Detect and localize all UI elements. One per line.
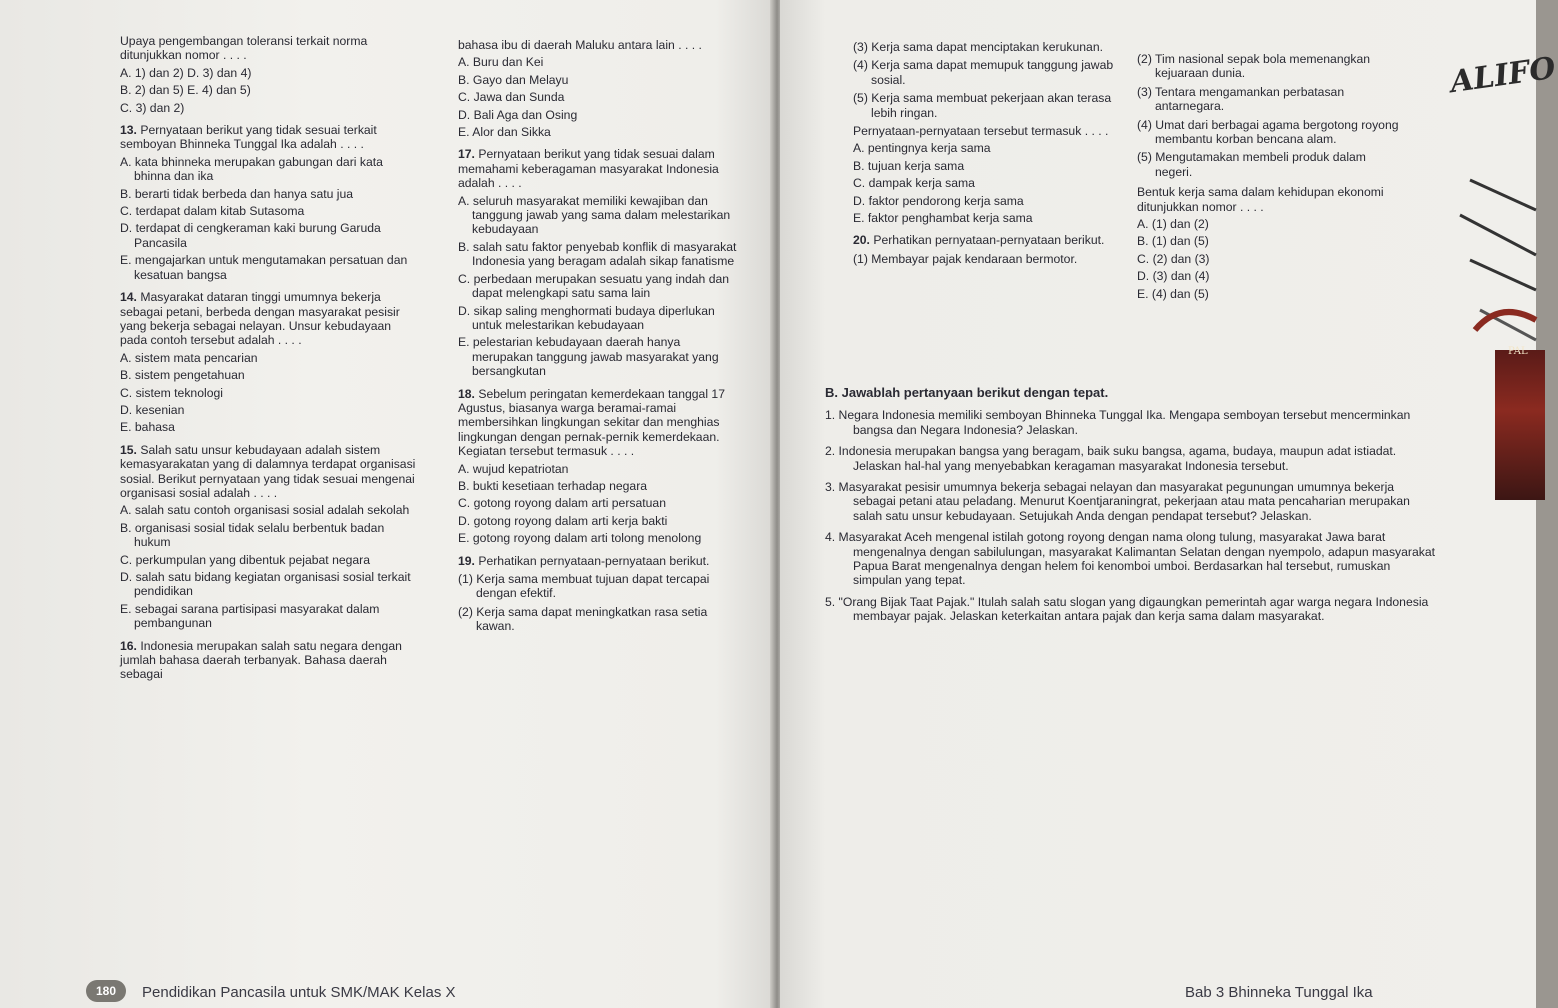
left-page	[0, 0, 778, 1008]
statement-item: (3) Kerja sama dapat menciptakan kerukunan.	[853, 40, 1103, 54]
answer-option: A. sistem mata pencarian	[120, 350, 258, 365]
question-number: 18.	[458, 386, 475, 401]
statement-item: (4) Kerja sama dapat memupuk tanggung jawab sosial.	[853, 58, 1114, 87]
answer-option: B. bukti kesetiaan terhadap negara	[458, 478, 648, 493]
question-12-tail	[120, 34, 420, 115]
answer-option: B. organisasi sosial tidak selalu berbentuk badan hukum	[120, 520, 385, 550]
question-stem: Bentuk kerja sama dalam kehidupan ekonomi ditunjukkan nomor . . . .	[1137, 185, 1384, 214]
question-stem	[458, 554, 738, 568]
question-13	[120, 123, 420, 282]
question-text: Masyarakat dataran tinggi umumnya bekerja sebagai petani, berbeda dengan masyarakat pesisir yang bekerja sebagai nelayan. Unsur kebudayaan pada contoh tersebut adalah . . . .	[120, 290, 400, 348]
question-16	[120, 639, 420, 682]
answer-option: E. pelestarian kebudayaan daerah hanya merupakan tanggung jawab masyarakat yang bersangkutan	[458, 335, 719, 379]
question-stem	[853, 233, 1115, 247]
question-number: 14.	[120, 290, 137, 305]
answer-option: C. 3) dan 2)	[120, 100, 185, 115]
question-number: 20.	[853, 233, 870, 248]
answer-option: A. Buru dan Kei	[458, 55, 544, 70]
question-stem	[120, 639, 420, 682]
answer-option: C. dampak kerja sama	[853, 176, 975, 191]
statement-item: (2) Kerja sama dapat meningkatkan rasa setia kawan.	[458, 604, 708, 634]
answer-option: C. gotong royong dalam arti persatuan	[458, 496, 666, 511]
essay-question: 1. Negara Indonesia memiliki semboyan Bhinneka Tunggal Ika. Mengapa semboyan tersebut mencerminkan bangsa dan Negara Indonesia? Jelaskan.	[825, 408, 1411, 437]
footer-text: Pendidikan Pancasila untuk SMK/MAK Kelas X	[142, 984, 456, 1001]
answer-option: C. sistem teknologi	[120, 385, 223, 400]
essay-question: 5. "Orang Bijak Taat Pajak." Itulah salah satu slogan yang digaungkan pemerintah agar warga negara Indonesia membayar pajak. Jelaskan keterkaitan antara pajak dan kerja sama dalam masyarakat.	[825, 594, 1429, 624]
right-column-1	[853, 40, 1115, 269]
question-stem	[458, 147, 738, 190]
essay-question: 2. Indonesia merupakan bangsa yang beragam, baik suku bangsa, agama, budaya, maupun adat istiadat. Jelaskan hal-hal yang menyebabkan keragaman masyarakat Indonesia tersebut.	[825, 444, 1397, 473]
answer-option: E. gotong royong dalam arti tolong menolong	[458, 531, 702, 546]
question-stem: Pernyataan-pernyataan tersebut termasuk . . . .	[853, 124, 1109, 139]
question-number: 17.	[458, 147, 475, 162]
question-stem: Upaya pengembangan toleransi terkait norma ditunjukkan nomor . . . .	[120, 34, 368, 63]
answer-option: B. tujuan kerja sama	[853, 158, 965, 173]
question-18	[458, 387, 738, 546]
decoration-banner	[1495, 350, 1545, 500]
answer-option: A. 1) dan 2) D. 3) dan 4)	[120, 65, 252, 80]
answer-option: B. sistem pengetahuan	[120, 368, 245, 383]
question-text: Pernyataan berikut yang tidak sesuai dalam memahami keberagaman masyarakat Indonesia adalah . . . .	[458, 147, 719, 191]
answer-option: A. (1) dan (2)	[1137, 217, 1209, 232]
answer-option: B. 2) dan 5) E. 4) dan 5)	[120, 83, 251, 98]
answer-option: C. (2) dan (3)	[1137, 251, 1210, 266]
statement-item: (2) Tim nasional sepak bola memenangkan kejuaraan dunia.	[1137, 52, 1371, 81]
answer-option: B. Gayo dan Melayu	[458, 72, 569, 87]
statement-item: (1) Kerja sama membuat tujuan dapat tercapai dengan efektif.	[458, 572, 710, 601]
question-19-tail	[853, 40, 1115, 225]
statement-item: (4) Umat dari berbagai agama bergotong royong membantu korban bencana alam.	[1137, 117, 1399, 147]
decoration-title: ALIFO	[1448, 50, 1558, 101]
question-15	[120, 443, 420, 631]
left-column-1	[120, 34, 420, 685]
question-number: 15.	[120, 442, 137, 457]
answer-option: D. salah satu bidang kegiatan organisasi sosial terkait pendidikan	[120, 570, 411, 599]
essay-question: 4. Masyarakat Aceh mengenal istilah gotong royong dengan nama olong tulung, masyarakat Jawa barat mengenalnya dengan sabilulungan, masyarakat Kalimantan Selatan dengan nyempolo, adapun masyarakat Papua Barat mengenalnya dengan helem foi kenomboi umboi. Berdasarkan hal tersebut, rumuskan simpulan yang tepat.	[825, 530, 1436, 588]
question-text: Perhatikan pernyataan-pernyataan berikut.	[873, 233, 1105, 248]
question-text: Indonesia merupakan salah satu negara dengan jumlah bahasa daerah terbanyak. Bahasa daerah sebagai	[120, 638, 402, 682]
question-stem	[458, 387, 738, 459]
answer-option: D. Bali Aga dan Osing	[458, 107, 578, 122]
decoration-label: PAL	[1508, 346, 1528, 357]
answer-option: D. sikap saling menghormati budaya diperlukan untuk melestarikan kebudayaan	[458, 303, 715, 332]
answer-option: A. seluruh masyarakat memiliki kewajiban dan tanggung jawab yang sama dalam melestarikan kebudayaan	[458, 193, 731, 237]
right-column-2	[1137, 52, 1399, 304]
answer-option: A. kata bhinneka merupakan gabungan dari kata bhinna dan ika	[120, 154, 383, 184]
question-number: 16.	[120, 638, 137, 653]
answer-option: A. salah satu contoh organisasi sosial adalah sekolah	[120, 503, 410, 518]
answer-option: D. (3) dan (4)	[1137, 269, 1210, 284]
question-17	[458, 147, 738, 378]
question-20-tail	[1137, 52, 1399, 301]
question-20	[853, 233, 1115, 266]
section-heading: B. Jawablah pertanyaan berikut dengan tepat.	[825, 385, 1109, 400]
question-text: Pernyataan berikut yang tidak sesuai terkait semboyan Bhinneka Tunggal Ika adalah . . . .	[120, 123, 377, 152]
question-number: 19.	[458, 553, 475, 568]
question-text: Perhatikan pernyataan-pernyataan berikut.	[478, 553, 710, 568]
question-16-tail	[458, 38, 738, 139]
answer-option: B. berarti tidak berbeda dan hanya satu jua	[120, 186, 354, 201]
question-text: Salah satu unsur kebudayaan adalah sistem kemasyarakatan yang di dalamnya terdapat organisasi sosial. Berikut pernyataan yang tidak sesuai mengenai organisasi sosial adalah . . . .	[120, 442, 416, 500]
statement-item: (3) Tentara mengamankan perbatasan antarnegara.	[1137, 84, 1345, 114]
answer-option: E. mengajarkan untuk mengutamakan persatuan dan kesatuan bangsa	[120, 253, 408, 282]
answer-option: E. sebagai sarana partisipasi masyarakat dalam pembangunan	[120, 601, 380, 631]
answer-option: C. perkumpulan yang dibentuk pejabat negara	[120, 552, 371, 567]
answer-option: E. bahasa	[120, 420, 175, 435]
answer-option: C. terdapat dalam kitab Sutasoma	[120, 204, 305, 219]
answer-option: B. salah satu faktor penyebab konflik di masyarakat Indonesia yang beragam adalah sikap fanatisme	[458, 239, 737, 269]
answer-option: E. Alor dan Sikka	[458, 125, 551, 140]
question-stem: bahasa ibu di daerah Maluku antara lain . . . .	[458, 38, 702, 52]
question-stem	[120, 123, 420, 152]
answer-option: A. wujud kepatriotan	[458, 461, 569, 476]
statement-item: (5) Mengutamakan membeli produk dalam negeri.	[1137, 150, 1366, 179]
page-number-badge: 180	[86, 980, 126, 1002]
answer-option: E. (4) dan (5)	[1137, 286, 1209, 301]
footer-chapter-title: Bab 3 Bhinneka Tunggal Ika	[1185, 984, 1373, 1001]
question-number: 13.	[120, 123, 137, 138]
statement-item: (5) Kerja sama membuat pekerjaan akan terasa lebih ringan.	[853, 91, 1112, 120]
answer-option: E. faktor penghambat kerja sama	[853, 211, 1033, 226]
question-14	[120, 290, 420, 435]
answer-option: D. terdapat di cengkeraman kaki burung Garuda Pancasila	[120, 221, 381, 250]
answer-option: C. Jawa dan Sunda	[458, 90, 565, 105]
answer-option: D. gotong royong dalam arti kerja bakti	[458, 513, 668, 528]
statement-item: (1) Membayar pajak kendaraan bermotor.	[853, 251, 1078, 266]
answer-option: B. (1) dan (5)	[1137, 234, 1209, 249]
question-text: Sebelum peringatan kemerdekaan tanggal 17 Agustus, biasanya warga beramai-ramai membersihkan lingkungan sekitar dan menghias lingkungan dengan pernak-pernik kemerdekaan. Kegiatan tersebut termasuk . . . .	[458, 386, 725, 459]
question-stem	[120, 290, 420, 348]
answer-option: D. faktor pendorong kerja sama	[853, 193, 1024, 208]
answer-option: C. perbedaan merupakan sesuatu yang indah dan dapat melengkapi satu sama lain	[458, 271, 730, 301]
question-19	[458, 554, 738, 634]
answer-option: D. kesenian	[120, 402, 185, 417]
answer-option: A. pentingnya kerja sama	[853, 141, 991, 156]
question-stem	[120, 443, 420, 501]
left-column-2	[458, 38, 738, 637]
essay-section	[825, 386, 1435, 631]
essay-question: 3. Masyarakat pesisir umumnya bekerja sebagai nelayan dan masyarakat pegunungan umumnya bekerja sebagai petani atau peladang. Menurut Koentjaraningrat, pekerjaan atau mata pencaharian merupakan salah satu unsur kebudayaan. Setujukah Anda dengan pendapat tersebut? Jelaskan.	[825, 480, 1410, 523]
